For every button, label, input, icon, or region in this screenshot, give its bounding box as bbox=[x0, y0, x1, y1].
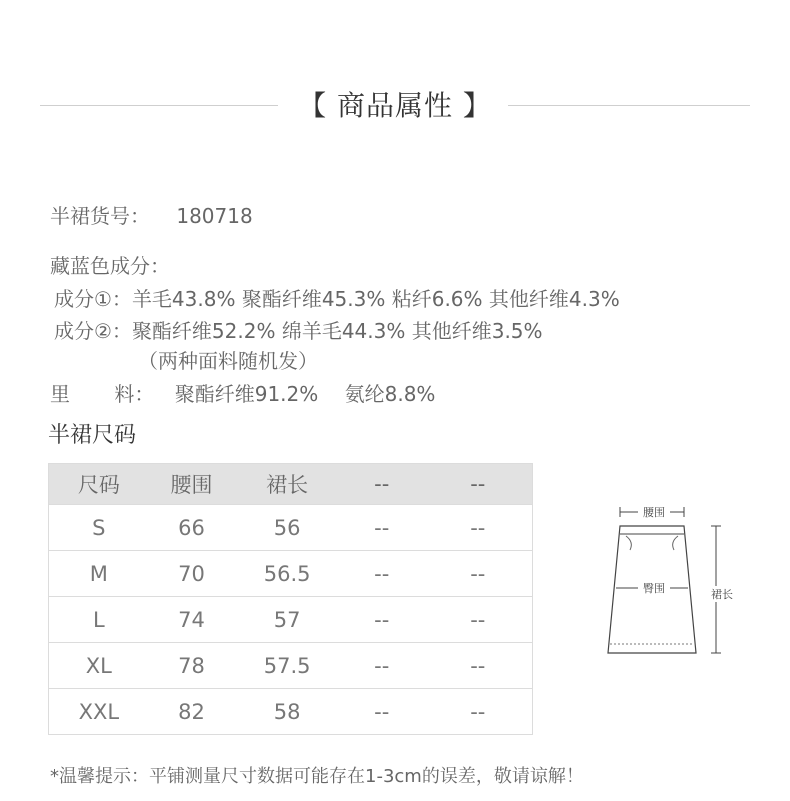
composition-1-label: 成分①： bbox=[54, 287, 132, 311]
cell-blank: -- bbox=[340, 551, 424, 597]
measurement-note: *温馨提示：平铺测量尺寸数据可能存在1-3cm的误差，敬请谅解！ bbox=[50, 766, 584, 787]
composition-2-label: 成分②： bbox=[54, 319, 132, 343]
size-table-header-row bbox=[49, 464, 533, 505]
cell-blank: -- bbox=[424, 597, 533, 643]
composition-note: （两种面料随机发） bbox=[138, 349, 318, 373]
cell-waist: 78 bbox=[149, 643, 235, 689]
cell-waist: 70 bbox=[149, 551, 235, 597]
lining-value-2: 氨纶8.8% bbox=[344, 382, 436, 406]
cell-blank: -- bbox=[424, 505, 533, 551]
section-title: 【 商品属性 】 bbox=[298, 89, 492, 122]
cell-size: L bbox=[49, 597, 149, 643]
table-row bbox=[49, 597, 533, 643]
cell-blank: -- bbox=[340, 643, 424, 689]
cell-blank: -- bbox=[340, 505, 424, 551]
cell-size: XL bbox=[49, 643, 149, 689]
lining-label-2: 料： bbox=[114, 382, 155, 406]
header-length: 裙长 bbox=[234, 464, 340, 505]
cell-length: 57.5 bbox=[234, 643, 340, 689]
waist-label: 腰围 bbox=[643, 506, 665, 519]
cell-waist: 74 bbox=[149, 597, 235, 643]
header-blank-1: -- bbox=[340, 464, 424, 505]
cell-length: 57 bbox=[234, 597, 340, 643]
cell-waist: 82 bbox=[149, 689, 235, 735]
item-number-label: 半裙货号： bbox=[50, 204, 150, 228]
cell-blank: -- bbox=[340, 597, 424, 643]
lining-label-1: 里 bbox=[50, 382, 70, 406]
cell-blank: -- bbox=[424, 643, 533, 689]
header-waist: 腰围 bbox=[149, 464, 235, 505]
table-row bbox=[49, 643, 533, 689]
table-row bbox=[49, 551, 533, 597]
item-number-value: 180718 bbox=[176, 204, 253, 228]
cell-length: 56.5 bbox=[234, 551, 340, 597]
cell-size: M bbox=[49, 551, 149, 597]
lining-row bbox=[50, 378, 435, 407]
cell-waist: 66 bbox=[149, 505, 235, 551]
cell-size: S bbox=[49, 505, 149, 551]
navy-composition-label: 藏蓝色成分： bbox=[50, 254, 170, 278]
composition-2-row bbox=[54, 315, 543, 344]
size-table bbox=[48, 463, 533, 735]
composition-1-value: 羊毛43.8% 聚酯纤维45.3% 粘纤6.6% 其他纤维4.3% bbox=[131, 287, 620, 311]
lining-value-1: 聚酯纤维91.2% bbox=[174, 382, 319, 406]
skirt-diagram bbox=[598, 498, 748, 663]
composition-1-row bbox=[54, 283, 620, 312]
cell-blank: -- bbox=[424, 689, 533, 735]
cell-blank: -- bbox=[424, 551, 533, 597]
item-number-row bbox=[50, 200, 253, 229]
cell-length: 58 bbox=[234, 689, 340, 735]
composition-2-value: 聚酯纤维52.2% 绵羊毛44.3% 其他纤维3.5% bbox=[131, 319, 543, 343]
size-chart-title: 半裙尺码 bbox=[48, 423, 137, 448]
cell-size: XXL bbox=[49, 689, 149, 735]
cell-length: 56 bbox=[234, 505, 340, 551]
header-size: 尺码 bbox=[49, 464, 149, 505]
hip-label: 臀围 bbox=[643, 582, 665, 595]
cell-blank: -- bbox=[340, 689, 424, 735]
table-row bbox=[49, 689, 533, 735]
length-label: 裙长 bbox=[711, 588, 733, 601]
header-blank-2: -- bbox=[424, 464, 533, 505]
table-row bbox=[49, 505, 533, 551]
